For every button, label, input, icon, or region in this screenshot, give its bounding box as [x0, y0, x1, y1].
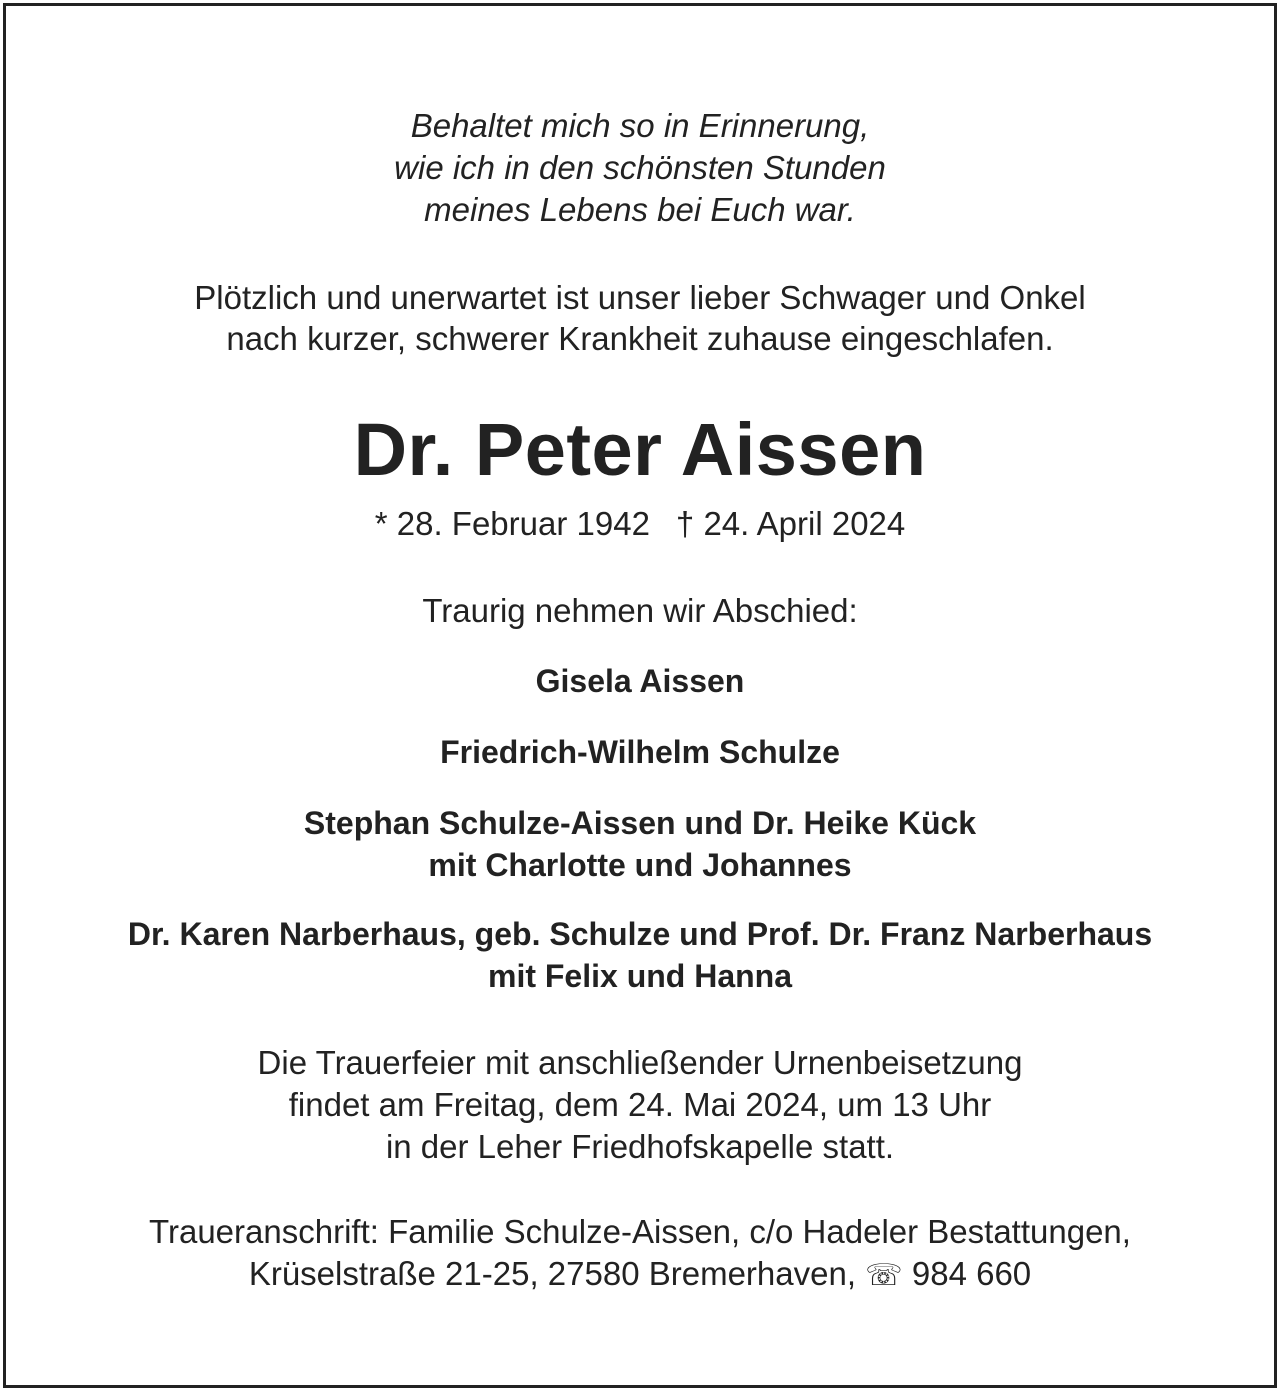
obituary-content [6, 6, 1274, 1385]
mourner-line: mit Charlotte und Johannes [428, 847, 852, 883]
obituary-frame [3, 3, 1277, 1388]
intro-text [6, 277, 1274, 359]
telephone-icon: ☏ [865, 1259, 903, 1292]
mourner-line: Stephan Schulze-Aissen und Dr. Heike Kück [303, 805, 977, 841]
motto-line: wie ich in den schönsten Stunden [394, 149, 886, 186]
farewell-line: Traurig nehmen wir Abschied: [422, 592, 858, 629]
intro-line: Plötzlich und unerwartet ist unser lieber Schwager und Onkel [194, 279, 1086, 316]
mourner-entry [6, 731, 1274, 773]
mourner-line: Friedrich-Wilhelm Schulze [440, 734, 840, 770]
deceased-name: Dr. Peter Aissen [353, 408, 927, 491]
motto-line: Behaltet mich so in Erinnerung, [410, 107, 870, 144]
motto-verse [6, 105, 1274, 231]
service-line: findet am Freitag, dem 24. Mai 2024, um 13 Uhr [288, 1086, 992, 1123]
service-line: in der Leher Friedhofskapelle statt. [385, 1128, 895, 1165]
mourning-address [6, 1211, 1274, 1297]
funeral-service-info [6, 1042, 1274, 1168]
death-date: † 24. April 2024 [675, 505, 906, 542]
address-line: Traueranschrift: Familie Schulze-Aissen, c/o Hadeler Bestattungen, [149, 1213, 1131, 1250]
birth-date: * 28. Februar 1942 [374, 505, 650, 542]
service-line: Die Trauerfeier mit anschließender Urnenbeisetzung [257, 1044, 1023, 1081]
mourner-entry [6, 913, 1274, 997]
address-street: Krüselstraße 21-25, 27580 Bremerhaven, [248, 1255, 856, 1292]
mourner-line: mit Felix und Hanna [487, 958, 793, 994]
phone-number: 984 660 [911, 1255, 1032, 1292]
mourner-entry [6, 802, 1274, 886]
mourner-entry [6, 660, 1274, 702]
address-line [6, 1253, 1274, 1297]
mourner-line: Dr. Karen Narberhaus, geb. Schulze und Prof. Dr. Franz Narberhaus [127, 916, 1153, 952]
life-dates [6, 503, 1274, 545]
mourner-line: Gisela Aissen [535, 663, 745, 699]
intro-line: nach kurzer, schwerer Krankheit zuhause eingeschlafen. [226, 320, 1054, 357]
motto-line: meines Lebens bei Euch war. [424, 191, 856, 228]
